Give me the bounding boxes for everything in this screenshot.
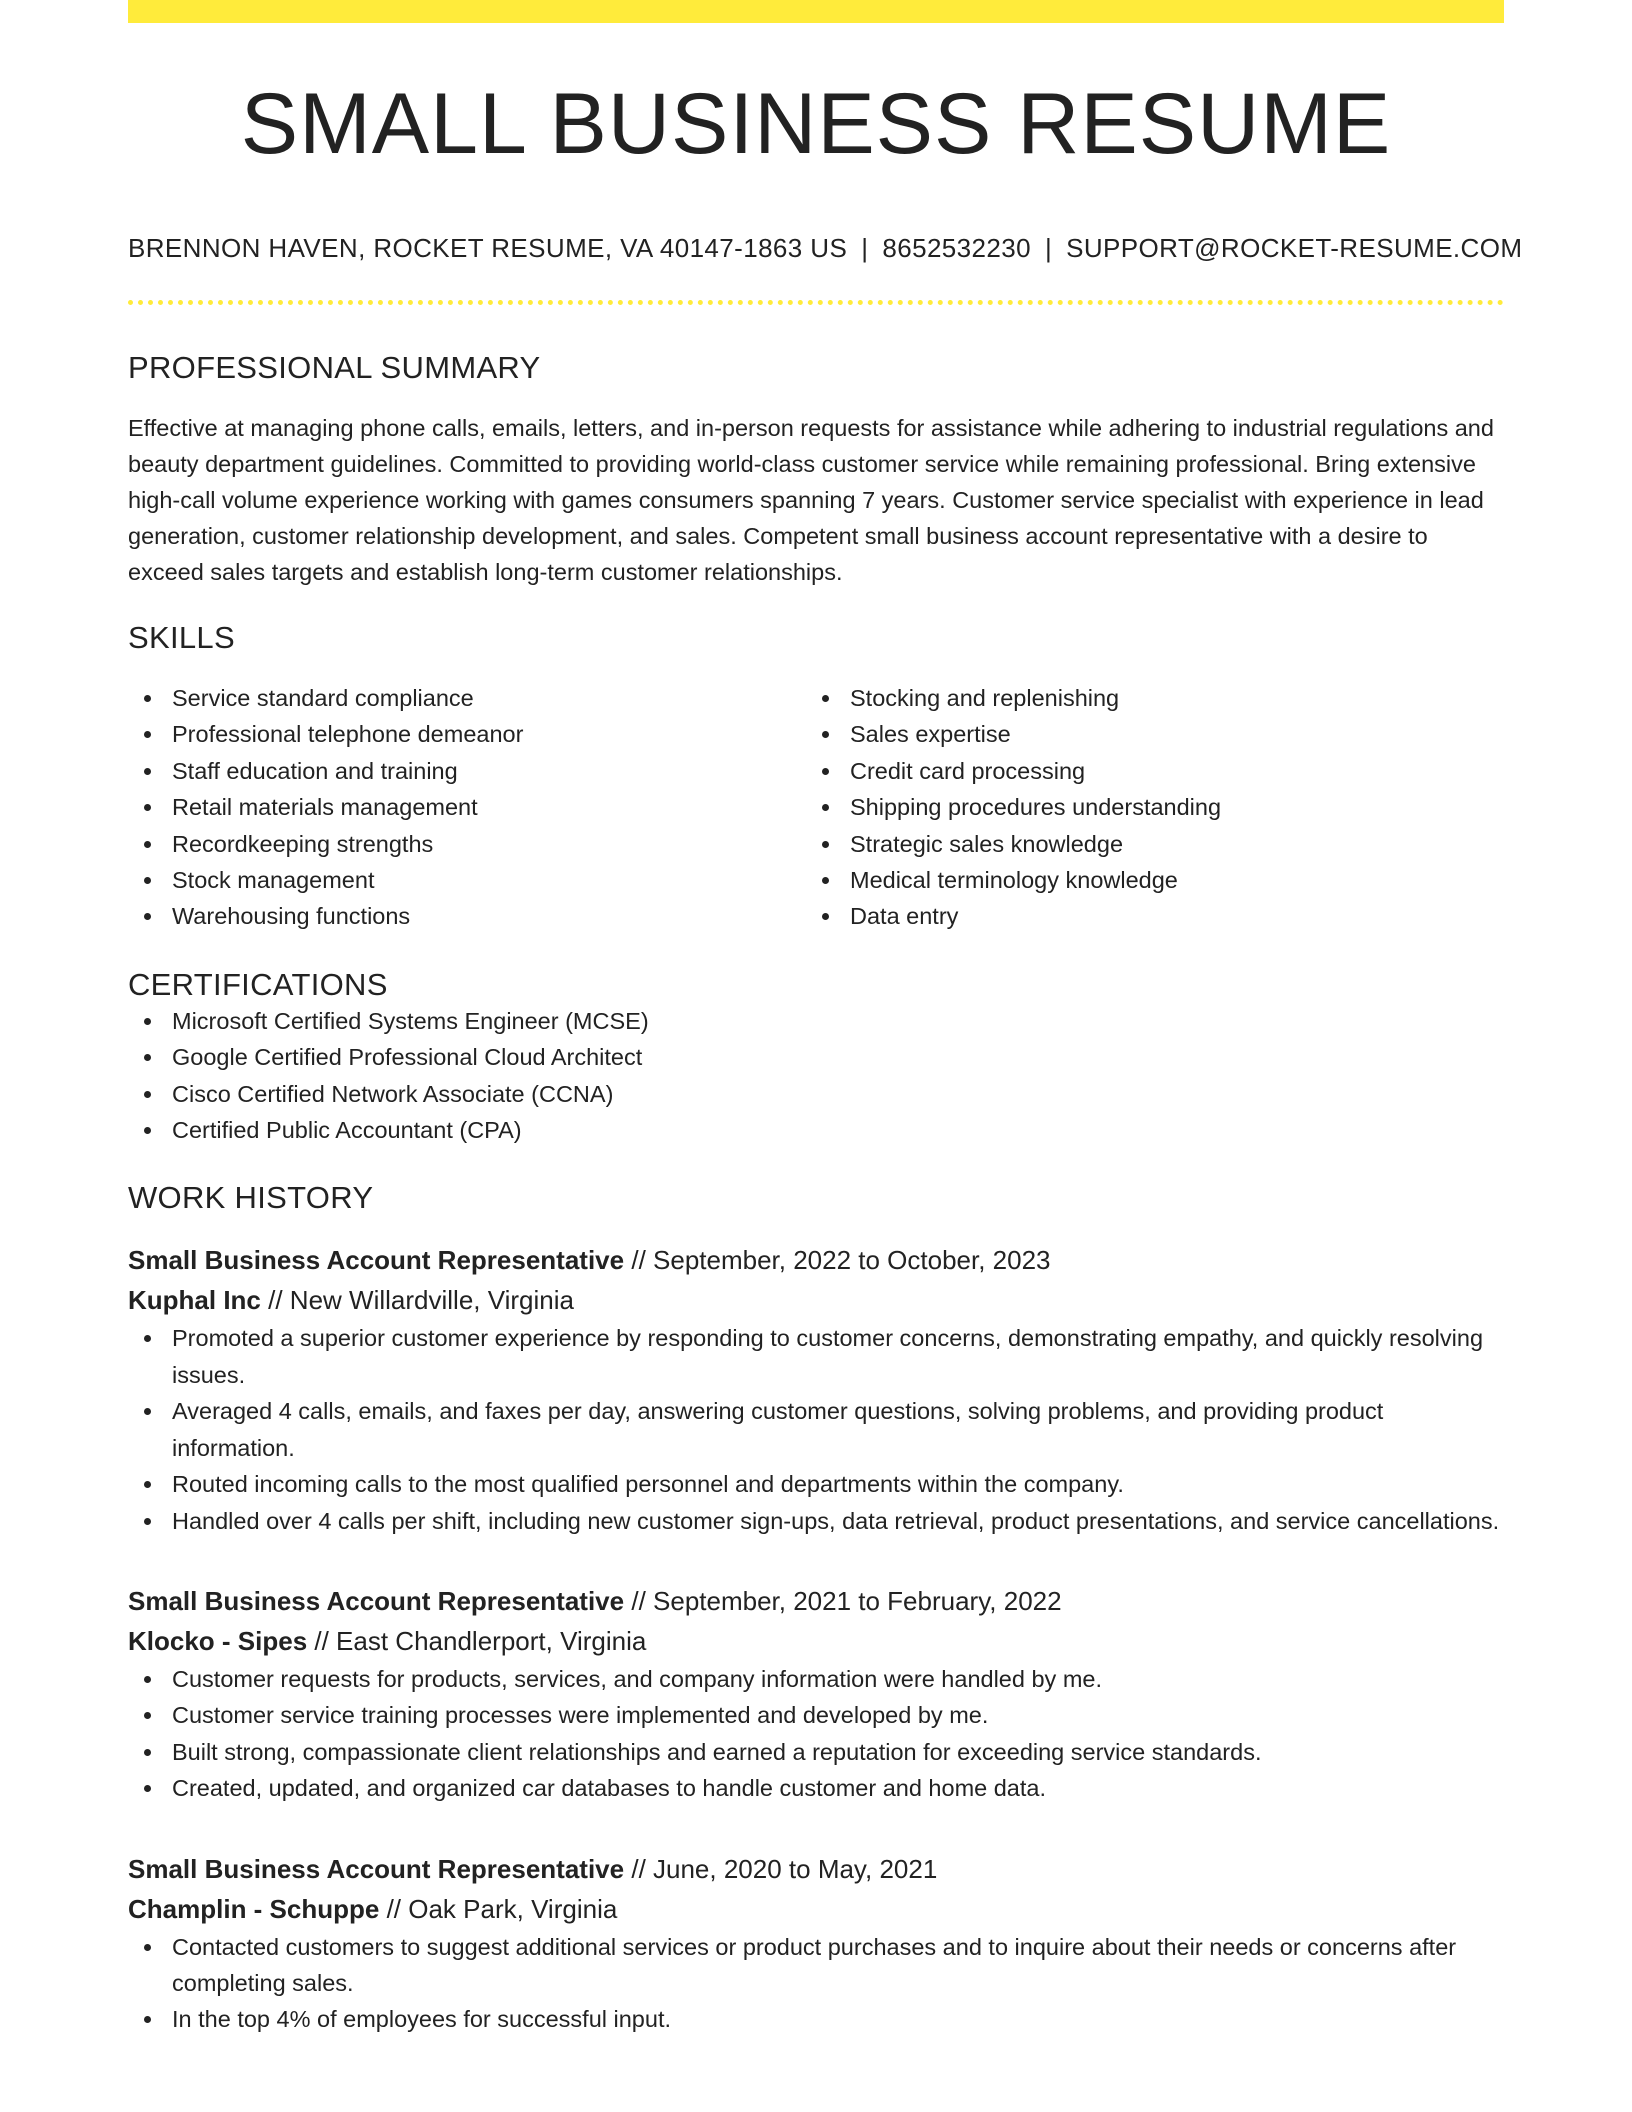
- certification-item: Google Certified Professional Cloud Architect: [128, 1039, 1504, 1075]
- skill-item: Service standard compliance: [128, 680, 806, 716]
- skills-list-right: [806, 680, 1484, 935]
- job-bullet: Created, updated, and organized car databases to handle customer and home data.: [128, 1770, 1504, 1806]
- skills-columns: [128, 680, 1504, 935]
- contact-phone: 8652532230: [882, 233, 1031, 263]
- job-bullets: [128, 1661, 1504, 1807]
- skill-item: Stock management: [128, 862, 806, 898]
- job-bullets: [128, 1929, 1504, 2038]
- skill-item: Warehousing functions: [128, 898, 806, 934]
- job-bullets: [128, 1320, 1504, 1538]
- contact-email: SUPPORT@ROCKET-RESUME.COM: [1066, 233, 1523, 263]
- job-dates: // June, 2020 to May, 2021: [631, 1853, 938, 1884]
- job-title-line: [128, 1849, 1504, 1889]
- job-bullet: Averaged 4 calls, emails, and faxes per day, answering customer questions, solving problems, and providing product information.: [128, 1393, 1504, 1466]
- job-title: Small Business Account Representative: [128, 1853, 625, 1884]
- certification-item: Cisco Certified Network Associate (CCNA): [128, 1076, 1504, 1112]
- certification-item: Certified Public Accountant (CPA): [128, 1112, 1504, 1148]
- skill-item: Strategic sales knowledge: [806, 826, 1484, 862]
- job-company: Klocko - Sipes: [128, 1625, 308, 1656]
- job-company-line: [128, 1280, 1504, 1320]
- skill-item: Sales expertise: [806, 716, 1484, 752]
- skills-column-right: [806, 680, 1484, 935]
- job-title-line: [128, 1240, 1504, 1280]
- job-entry: [128, 1581, 1504, 1807]
- job-bullet: In the top 4% of employees for successful input.: [128, 2001, 1504, 2037]
- certifications-list: [128, 1003, 1504, 1149]
- skill-item: Recordkeeping strengths: [128, 826, 806, 862]
- contact-address: BRENNON HAVEN, ROCKET RESUME, VA 40147-1863 US: [128, 233, 848, 263]
- accent-top-bar: [128, 0, 1504, 23]
- contact-separator: |: [1044, 233, 1053, 263]
- dotted-divider: [128, 300, 1504, 305]
- job-bullet: Built strong, compassionate client relationships and earned a reputation for exceeding service standards.: [128, 1734, 1504, 1770]
- job-dates: // September, 2021 to February, 2022: [631, 1585, 1062, 1616]
- job-bullet: Promoted a superior customer experience by responding to customer concerns, demonstrating empathy, and quickly resolving issues.: [128, 1320, 1504, 1393]
- skill-item: Data entry: [806, 898, 1484, 934]
- job-location: // Oak Park, Virginia: [386, 1893, 618, 1924]
- job-dates: // September, 2022 to October, 2023: [631, 1245, 1051, 1276]
- job-bullet: Contacted customers to suggest additional services or product purchases and to inquire about their needs or concerns after completing sales.: [128, 1929, 1504, 2002]
- skills-heading: SKILLS: [128, 620, 235, 655]
- summary-heading: PROFESSIONAL SUMMARY: [128, 350, 541, 385]
- job-location: // East Chandlerport, Virginia: [314, 1625, 647, 1656]
- job-company: Champlin - Schuppe: [128, 1893, 380, 1924]
- contact-line: [128, 233, 1523, 264]
- skill-item: Professional telephone demeanor: [128, 716, 806, 752]
- job-bullet: Customer service training processes were implemented and developed by me.: [128, 1697, 1504, 1733]
- job-entry: [128, 1240, 1504, 1538]
- job-company-line: [128, 1621, 1504, 1661]
- skills-list-left: [128, 680, 806, 935]
- job-bullet: Routed incoming calls to the most qualified personnel and departments within the company.: [128, 1466, 1504, 1502]
- skills-column-left: [128, 680, 806, 935]
- job-title-line: [128, 1581, 1504, 1621]
- job-company-line: [128, 1889, 1504, 1929]
- job-entry: [128, 1849, 1504, 2038]
- skill-item: Shipping procedures understanding: [806, 789, 1484, 825]
- job-company: Kuphal Inc: [128, 1285, 261, 1316]
- skill-item: Stocking and replenishing: [806, 680, 1484, 716]
- summary-text: Effective at managing phone calls, emails, letters, and in-person requests for assistance while adhering to industrial regulations and beauty department guidelines. Committed to providing world-class customer service while remaining professional. Bring extensive high-call volume experience working with games consumers spanning 7 years. Customer service specialist with experience in lead generation, customer relationship development, and sales. Competent small business account representative with a desire to exceed sales targets and establish long-term customer relationships.: [128, 415, 1494, 585]
- contact-separator: |: [861, 233, 869, 263]
- skill-item: Staff education and training: [128, 753, 806, 789]
- job-location: // New Willardville, Virginia: [268, 1285, 574, 1316]
- skill-item: Retail materials management: [128, 789, 806, 825]
- resume-title: SMALL BUSINESS RESUME: [240, 76, 1392, 172]
- job-title: Small Business Account Representative: [128, 1245, 625, 1276]
- job-bullet: Customer requests for products, services, and company information were handled by me.: [128, 1661, 1504, 1697]
- certifications-heading: CERTIFICATIONS: [128, 966, 388, 1002]
- work-history-heading: WORK HISTORY: [128, 1180, 374, 1216]
- job-bullet: Handled over 4 calls per shift, including new customer sign-ups, data retrieval, product presentations, and service cancellations.: [128, 1503, 1504, 1539]
- job-title: Small Business Account Representative: [128, 1585, 625, 1616]
- skill-item: Medical terminology knowledge: [806, 862, 1484, 898]
- skill-item: Credit card processing: [806, 753, 1484, 789]
- resume-page: [128, 0, 1523, 2038]
- certification-item: Microsoft Certified Systems Engineer (MCSE): [128, 1003, 1504, 1039]
